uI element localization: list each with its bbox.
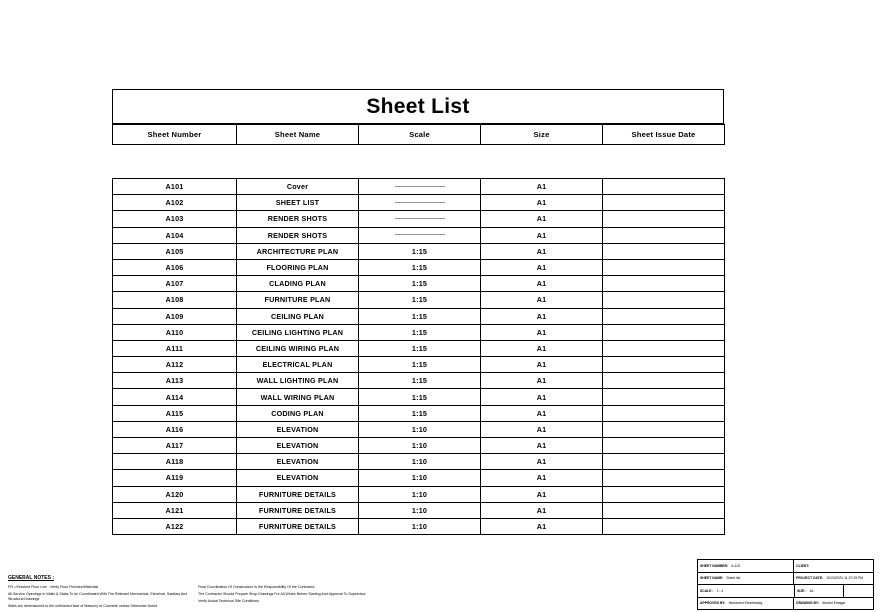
project-date-value: 10/20/2020 11:27:29 PM [826, 576, 864, 581]
title-block [697, 559, 874, 610]
cell-scale: 1:15 [359, 243, 481, 259]
cell-sheet-name: CODING PLAN [237, 405, 359, 421]
general-note-item: The Contractor Should Prepare Shop Drawings For All Works Before Starting And Approval To Supervisor [198, 591, 366, 596]
sheet-list-title-box [112, 89, 724, 124]
cell-sheet-number: A113 [113, 373, 237, 389]
cell-size: A1 [481, 292, 603, 308]
scale-placeholder-dash [395, 218, 445, 219]
cell-size: A1 [481, 470, 603, 486]
cell-sheet-issue-date [603, 405, 725, 421]
cell-sheet-name: SHEET LIST [237, 195, 359, 211]
cell-sheet-name: RENDER SHOTS [237, 211, 359, 227]
cell-sheet-issue-date [603, 292, 725, 308]
title-block-row-approval [698, 598, 873, 610]
cell-size: A1 [481, 373, 603, 389]
cell-sheet-issue-date [603, 195, 725, 211]
cell-sheet-issue-date [603, 259, 725, 275]
cell-sheet-number: A104 [113, 227, 237, 243]
cell-size: A1 [481, 308, 603, 324]
project-date-cell [794, 573, 873, 585]
table-row [113, 195, 725, 211]
general-note-item: FFL=Finished Floor Line , Verify Floor Finishes/Materials [8, 584, 99, 589]
cell-sheet-name: WALL WIRING PLAN [237, 389, 359, 405]
table-header-row [113, 125, 725, 145]
scale-cell [698, 585, 795, 597]
cell-scale: 1:15 [359, 276, 481, 292]
drawing-by-label: DRAWING BY: [796, 601, 820, 606]
cell-sheet-issue-date [603, 340, 725, 356]
cell-scale: 1:10 [359, 421, 481, 437]
cell-scale: 1:15 [359, 340, 481, 356]
general-note-item: Final Coordination Of Construction Is the Responsibility Of the Contractor [198, 584, 315, 589]
cell-sheet-name: WALL LIGHTING PLAN [237, 373, 359, 389]
cell-scale: 1:15 [359, 324, 481, 340]
table-row [113, 357, 725, 373]
cell-scale: 1:10 [359, 470, 481, 486]
title-block-row-scale-size [698, 585, 873, 598]
table-row [113, 308, 725, 324]
cell-sheet-number: A112 [113, 357, 237, 373]
general-note-item: Verify Actual Technical Site Conditions [198, 598, 259, 603]
cell-sheet-issue-date [603, 324, 725, 340]
cell-size: A1 [481, 357, 603, 373]
cell-size: A1 [481, 518, 603, 534]
cell-sheet-number: A116 [113, 421, 237, 437]
cell-sheet-name: ARCHITECTURE PLAN [237, 243, 359, 259]
cell-size: A1 [481, 454, 603, 470]
cell-sheet-name: ELECTRICAL PLAN [237, 357, 359, 373]
cell-sheet-issue-date [603, 421, 725, 437]
cell-sheet-number: A110 [113, 324, 237, 340]
cell-sheet-issue-date [603, 179, 725, 195]
cell-scale [359, 211, 481, 227]
scale-label: SCALE : [700, 588, 714, 593]
cell-sheet-name: CEILING PLAN [237, 308, 359, 324]
page-title: Sheet List [366, 94, 470, 118]
sheet-list-body-table [112, 178, 725, 535]
scale-placeholder-dash [395, 234, 445, 235]
cell-size: A1 [481, 276, 603, 292]
cell-scale [359, 179, 481, 195]
cell-scale: 1:15 [359, 405, 481, 421]
cell-size: A1 [481, 324, 603, 340]
column-header-scale: Scale [359, 125, 481, 145]
cell-sheet-issue-date [603, 357, 725, 373]
drawing-by-value: Ahmed Elnagar [822, 601, 846, 606]
general-notes-left-column [8, 585, 188, 612]
sheet-number-label: SHEET NUMBER: [700, 563, 729, 568]
cell-scale: 1:15 [359, 373, 481, 389]
table-row [113, 243, 725, 259]
cell-sheet-issue-date [603, 389, 725, 405]
sheet-name-cell [698, 573, 794, 585]
cell-sheet-number: A122 [113, 518, 237, 534]
size-label: SIZE : [797, 588, 807, 593]
table-spacer [112, 145, 724, 178]
cell-sheet-issue-date [603, 211, 725, 227]
cell-size: A1 [481, 340, 603, 356]
approved-by-label: APPROVED BY: [700, 601, 726, 606]
table-row [113, 502, 725, 518]
sheet-number-value: A-102 [731, 563, 741, 568]
general-note-item: All Service Openings In Walls & Slabs To be Coordinated With The Relevant Mechanical, Electrical, Sanitary And Structural Drawings [8, 591, 188, 602]
cell-sheet-name: ELEVATION [237, 421, 359, 437]
cell-scale: 1:10 [359, 518, 481, 534]
cell-sheet-issue-date [603, 470, 725, 486]
cell-sheet-number: A102 [113, 195, 237, 211]
table-row [113, 470, 725, 486]
size-spacer-cell [844, 585, 873, 597]
table-row [113, 292, 725, 308]
scale-placeholder-dash [395, 186, 445, 187]
table-row [113, 518, 725, 534]
cell-sheet-number: A111 [113, 340, 237, 356]
cell-sheet-name: ELEVATION [237, 454, 359, 470]
cell-size: A1 [481, 243, 603, 259]
cell-scale: 1:15 [359, 259, 481, 275]
cell-sheet-number: A106 [113, 259, 237, 275]
cell-sheet-number: A117 [113, 438, 237, 454]
cell-scale: 1:10 [359, 502, 481, 518]
table-row [113, 211, 725, 227]
cell-sheet-name: ELEVATION [237, 438, 359, 454]
table-row [113, 389, 725, 405]
table-row [113, 421, 725, 437]
title-block-row-sheet-number [698, 560, 873, 573]
table-row [113, 340, 725, 356]
cell-sheet-issue-date [603, 486, 725, 502]
cell-sheet-number: A108 [113, 292, 237, 308]
cell-sheet-issue-date [603, 227, 725, 243]
table-row [113, 454, 725, 470]
cell-sheet-name: FURNITURE DETAILS [237, 486, 359, 502]
cell-scale: 1:10 [359, 486, 481, 502]
cell-sheet-issue-date [603, 276, 725, 292]
cell-sheet-issue-date [603, 454, 725, 470]
sheet-list-block [112, 89, 724, 535]
cell-sheet-number: A109 [113, 308, 237, 324]
cell-scale: 1:10 [359, 454, 481, 470]
cell-scale: 1:15 [359, 389, 481, 405]
cell-sheet-issue-date [603, 502, 725, 518]
cell-scale: 1:15 [359, 308, 481, 324]
cell-scale: 1:15 [359, 292, 481, 308]
approved-by-value: Mohamed Elmohtaday [728, 601, 763, 606]
cell-sheet-name: CEILING WIRING PLAN [237, 340, 359, 356]
cell-sheet-number: A107 [113, 276, 237, 292]
cell-sheet-number: A114 [113, 389, 237, 405]
cell-sheet-name: FLOORING PLAN [237, 259, 359, 275]
client-label: CLIENT: [796, 563, 810, 568]
cell-size: A1 [481, 179, 603, 195]
sheet-list-header-table [112, 124, 725, 145]
table-row [113, 324, 725, 340]
cell-sheet-name: Cover [237, 179, 359, 195]
cell-size: A1 [481, 389, 603, 405]
cell-sheet-number: A115 [113, 405, 237, 421]
cell-size: A1 [481, 438, 603, 454]
cell-size: A1 [481, 421, 603, 437]
table-row [113, 179, 725, 195]
general-note-item: Walls are dimensioned to the unfinished face of Masonry or Concrete unless Otherwise Noted [8, 604, 158, 609]
drawing-by-cell [794, 598, 873, 610]
cell-sheet-number: A119 [113, 470, 237, 486]
approved-by-cell [698, 598, 794, 610]
sheet-number-cell [698, 560, 794, 572]
cell-sheet-name: CLADING PLAN [237, 276, 359, 292]
cell-sheet-name: FURNITURE DETAILS [237, 518, 359, 534]
cell-sheet-number: A118 [113, 454, 237, 470]
cell-sheet-name: ELEVATION [237, 470, 359, 486]
table-row [113, 259, 725, 275]
cell-size: A1 [481, 405, 603, 421]
column-header-size: Size [481, 125, 603, 145]
cell-sheet-issue-date [603, 308, 725, 324]
client-cell [794, 560, 873, 572]
table-row [113, 405, 725, 421]
cell-sheet-name: CEILING LIGHTING PLAN [237, 324, 359, 340]
cell-sheet-number: A101 [113, 179, 237, 195]
table-row [113, 276, 725, 292]
size-value: A1 [809, 588, 814, 593]
sheet-name-value: Sheet list [726, 576, 741, 581]
cell-scale: 1:15 [359, 357, 481, 373]
size-cell [795, 585, 844, 597]
cell-size: A1 [481, 211, 603, 227]
sheet-name-label: SHEET NAME: [700, 576, 724, 581]
table-row [113, 227, 725, 243]
cell-size: A1 [481, 195, 603, 211]
scale-placeholder-dash [395, 202, 445, 203]
cell-sheet-issue-date [603, 518, 725, 534]
general-notes [8, 575, 428, 612]
title-block-row-sheet-name [698, 573, 873, 586]
cell-scale [359, 227, 481, 243]
cell-sheet-name: FURNITURE DETAILS [237, 502, 359, 518]
column-header-sheet-issue-date: Sheet Issue Date [603, 125, 725, 145]
cell-scale [359, 195, 481, 211]
cell-size: A1 [481, 227, 603, 243]
scale-value: 1 : 4 [716, 588, 724, 593]
cell-sheet-number: A105 [113, 243, 237, 259]
cell-size: A1 [481, 502, 603, 518]
cell-sheet-issue-date [603, 243, 725, 259]
table-row [113, 373, 725, 389]
cell-sheet-issue-date [603, 438, 725, 454]
cell-sheet-issue-date [603, 373, 725, 389]
cell-size: A1 [481, 486, 603, 502]
column-header-sheet-name: Sheet Name [237, 125, 359, 145]
cell-sheet-name: FURNITURE PLAN [237, 292, 359, 308]
size-cell-group [795, 585, 873, 597]
table-row [113, 486, 725, 502]
general-notes-heading: GENERAL NOTES : [8, 575, 55, 581]
table-row [113, 438, 725, 454]
cell-sheet-name: RENDER SHOTS [237, 227, 359, 243]
general-notes-right-column [198, 585, 378, 612]
project-date-label: PROJECT DATE: [796, 576, 824, 581]
cell-scale: 1:10 [359, 438, 481, 454]
cell-sheet-number: A103 [113, 211, 237, 227]
cell-size: A1 [481, 259, 603, 275]
cell-sheet-number: A121 [113, 502, 237, 518]
cell-sheet-number: A120 [113, 486, 237, 502]
column-header-sheet-number: Sheet Number [113, 125, 237, 145]
